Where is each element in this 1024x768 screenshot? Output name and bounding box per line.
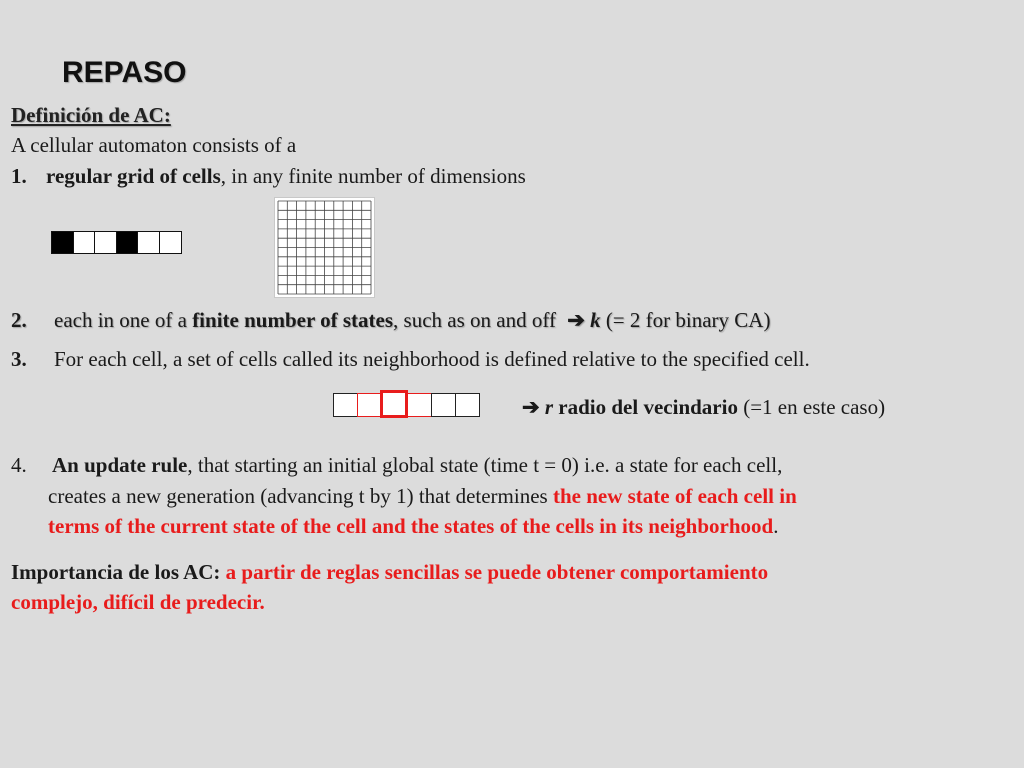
k-symbol: k xyxy=(590,308,601,332)
arrow-icon: ➔ xyxy=(567,308,585,332)
item-2-bold: finite number of states xyxy=(192,308,394,332)
item-3-number: 3. xyxy=(11,347,27,371)
item-4 xyxy=(11,453,782,478)
item-2-pre: each in one of a xyxy=(54,308,193,332)
item-1-number: 1. xyxy=(11,164,27,188)
item-1-rest: , in any finite number of dimensions xyxy=(220,164,526,188)
item-4-rest1: , that starting an initial global state (time t = 0) i.e. a state for each cell, xyxy=(187,453,783,477)
r-symbol: r xyxy=(544,395,554,419)
importance-red2: complejo, difícil de predecir. xyxy=(11,590,265,614)
item-4-line-2 xyxy=(48,484,797,509)
item-2-number: 2. xyxy=(11,308,27,332)
item-4-number: 4. xyxy=(11,453,27,477)
item-4-bold: An update rule xyxy=(52,453,188,477)
importance-red1: a partir de reglas sencillas se puede obtener comportamiento xyxy=(225,560,769,584)
importance-line-2 xyxy=(11,590,265,615)
cell-off xyxy=(159,231,182,254)
k-description: (= 2 for binary CA) xyxy=(600,308,771,332)
item-3 xyxy=(11,347,810,372)
intro-line: A cellular automaton consists of a xyxy=(11,133,297,157)
definition-heading: Definición de AC: xyxy=(11,103,171,127)
item-2-rest: , such as on and off xyxy=(393,308,556,332)
neighborhood-center-cell xyxy=(380,390,408,418)
one-dimensional-cell-row xyxy=(51,231,180,254)
cell-on xyxy=(51,231,74,254)
importance-label: Importancia de los AC: xyxy=(11,560,221,584)
item-3-text: For each cell, a set of cells called its neighborhood is defined relative to the specified cell. xyxy=(54,347,810,371)
grid-lines xyxy=(275,198,374,297)
slide-title: REPASO xyxy=(62,56,187,89)
r-label: radio del vecindario xyxy=(553,395,738,419)
item-1-bold: regular grid of cells xyxy=(46,164,221,188)
item-2 xyxy=(11,308,770,333)
arrow-icon: ➔ xyxy=(522,395,540,419)
radius-note xyxy=(522,395,885,420)
cell-off xyxy=(94,231,117,254)
cell-off xyxy=(137,231,160,254)
item-4-red2: terms of the current state of the cell and the states of the cells in its neighborhood xyxy=(48,514,774,538)
r-value: (=1 en este caso) xyxy=(737,395,886,419)
two-dimensional-grid xyxy=(274,197,375,298)
item-1 xyxy=(11,164,526,189)
cell xyxy=(333,393,358,417)
item-4-period: . xyxy=(773,514,779,538)
neighborhood-diagram xyxy=(333,392,488,418)
cell xyxy=(455,393,480,417)
importance-line-1 xyxy=(11,560,768,585)
neighbor-cell xyxy=(357,393,382,417)
neighbor-cell xyxy=(407,393,432,417)
item-4-line-3 xyxy=(48,514,778,539)
cell-on xyxy=(116,231,139,254)
item-4-red1: the new state of each cell in xyxy=(552,484,797,508)
cell-off xyxy=(73,231,96,254)
cell xyxy=(431,393,456,417)
item-4-rest2: creates a new generation (advancing t by 1) that determines xyxy=(48,484,553,508)
